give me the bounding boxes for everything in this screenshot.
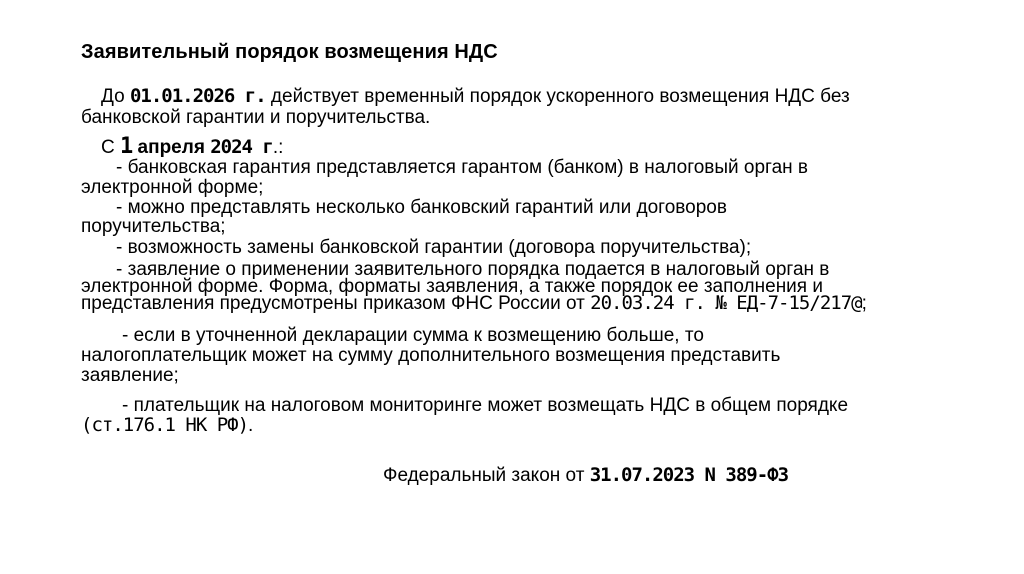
footer-prefix: Федеральный закон от [383, 465, 590, 486]
item-4-line3: заявление; [81, 365, 179, 386]
para2-day: 1 [120, 134, 133, 159]
footer-law-ref: 31.07.2023 N 389-ФЗ [589, 464, 789, 486]
item-2-line1: - возможность замены банковской гарантии (договора поручительства); [116, 237, 752, 258]
item-1-line1: - можно представлять несколько банковский гарантий или договоров [116, 197, 727, 218]
item-0-line2: электронной форме; [81, 177, 264, 198]
slide-title: Заявительный порядок возмещения НДС [81, 41, 498, 63]
item-3-line3-suffix: ; [861, 293, 867, 314]
footer-law [383, 466, 788, 485]
item-5-law-ref: (ст.176.1 НК РФ) [81, 414, 249, 436]
item-5-line2-suffix: . [248, 415, 254, 436]
para1-prefix: До [101, 86, 130, 107]
item-4-line2: налогоплательщик может на сумму дополнительного возмещения представить [81, 345, 781, 366]
item-3-line3 [81, 294, 867, 313]
item-3-line1: - заявление о применении заявительного порядка подается в налоговый орган в [116, 259, 830, 280]
item-3-line3-prefix: представления предусмотрены приказом ФНС России от [81, 293, 591, 314]
item-5-line1: - плательщик на налоговом мониторинге может возмещать НДС в общем порядке [122, 395, 849, 416]
para1-line1 [101, 87, 850, 106]
item-4-line1: - если в уточненной декларации сумма к возмещению больше, то [122, 325, 704, 346]
para2-month: апреля [132, 137, 211, 158]
item-5-line2 [81, 416, 253, 435]
item-1-line2: поручительства; [81, 216, 226, 237]
item-0-line1: - банковская гарантия представляется гарантом (банком) в налоговый орган в [116, 157, 809, 178]
para2-suffix: .: [272, 137, 284, 158]
para1-date: 01.01.2026 г. [129, 85, 266, 107]
item-3-line2: электронной форме. Форма, форматы заявления, а также порядок ее заполнения и [81, 276, 823, 297]
para2-prefix: С [101, 137, 120, 158]
item-3-order-ref: 20.03.24 г. № ЕД-7-15/217@ [590, 292, 862, 314]
para2-year: 2024 г [210, 136, 273, 158]
para1-text: действует временный порядок ускоренного возмещения НДС без [265, 86, 850, 107]
para2-heading [101, 134, 284, 159]
para1-line2: банковской гарантии и поручительства. [81, 107, 431, 128]
